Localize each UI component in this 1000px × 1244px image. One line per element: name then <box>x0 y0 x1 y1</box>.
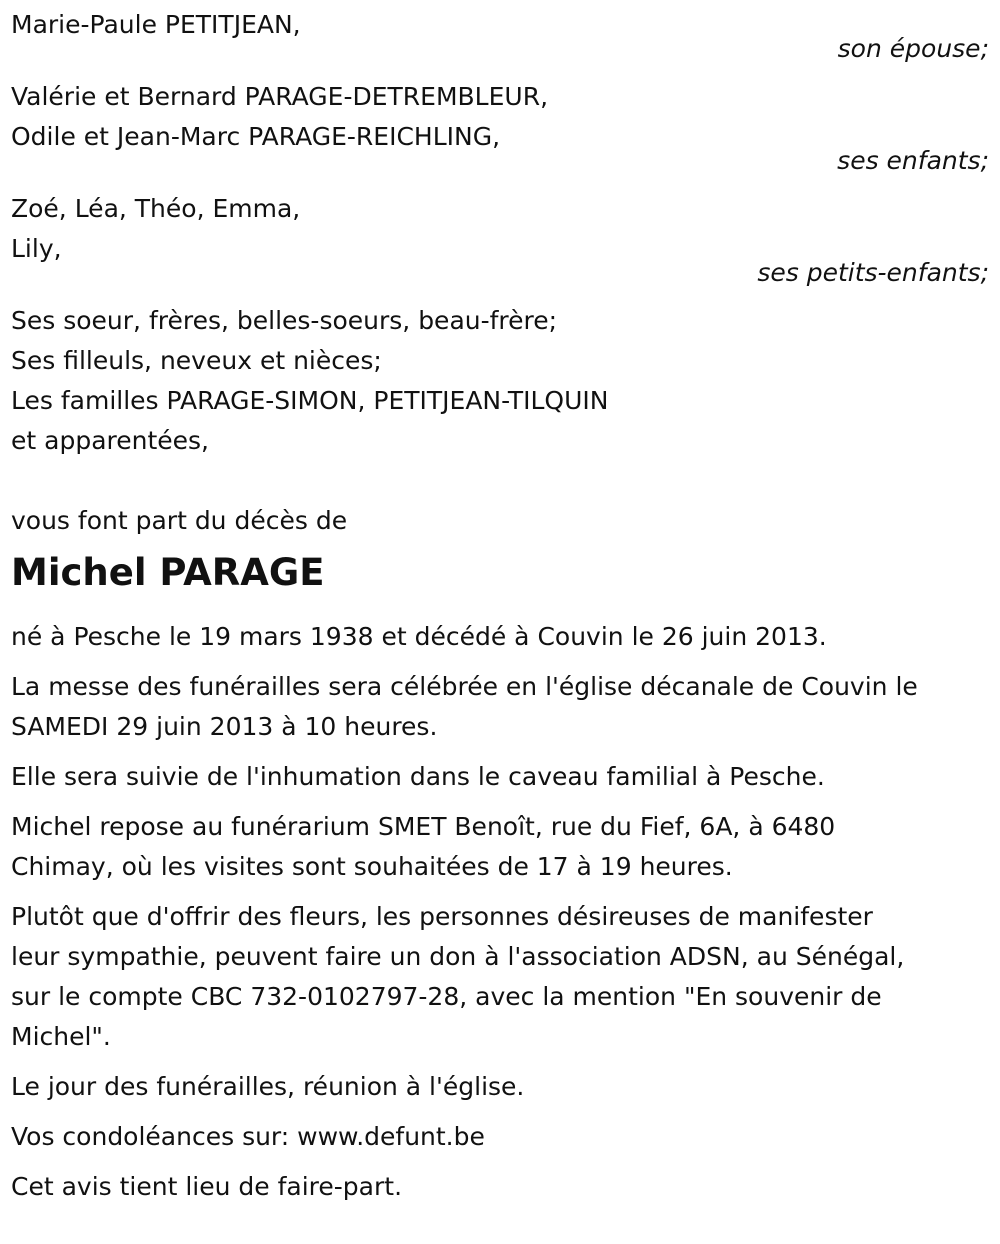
funeral-home-paragraph <box>11 807 989 887</box>
spouse-block <box>11 5 989 69</box>
grandchildren-name: Lily, <box>11 234 62 263</box>
deceased-name: Michel PARAGE <box>11 551 325 594</box>
spouse-role: son épouse; <box>837 34 989 63</box>
children-block <box>11 77 989 181</box>
relatives-line: Ses filleuls, neveux et nièces; <box>11 346 382 375</box>
obituary-notice <box>11 5 989 1217</box>
paragraph-line: La messe des funérailles sera célébrée en l'église décanale de Couvin le <box>11 672 918 701</box>
spouse-name: Marie-Paule PETITJEAN, <box>11 10 301 39</box>
paragraph-line: Le jour des funérailles, réunion à l'église. <box>11 1072 525 1101</box>
birth-death-paragraph <box>11 617 989 657</box>
paragraph-line: sur le compte CBC 732-0102797-28, avec la mention "En souvenir de <box>11 982 882 1011</box>
funeral-mass-paragraph <box>11 667 989 747</box>
paragraph-line: Plutôt que d'offrir des fleurs, les personnes désireuses de manifester <box>11 902 873 931</box>
paragraph-line: leur sympathie, peuvent faire un don à l'association ADSN, au Sénégal, <box>11 942 905 971</box>
grandchildren-role: ses petits-enfants; <box>757 258 989 287</box>
paragraph-line: SAMEDI 29 juin 2013 à 10 heures. <box>11 712 438 741</box>
gathering-paragraph <box>11 1067 989 1107</box>
relatives-line: et apparentées, <box>11 426 209 455</box>
relatives-line: Les familles PARAGE-SIMON, PETITJEAN-TILQUIN <box>11 386 609 415</box>
relatives-line: Ses soeur, frères, belles-soeurs, beau-frère; <box>11 306 558 335</box>
paragraph-line: Cet avis tient lieu de faire-part. <box>11 1172 403 1201</box>
donation-paragraph <box>11 897 989 1057</box>
paragraph-line: Michel repose au funérarium SMET Benoît, rue du Fief, 6A, à 6480 <box>11 812 836 841</box>
grandchildren-name: Zoé, Léa, Théo, Emma, <box>11 194 301 223</box>
burial-paragraph <box>11 757 989 797</box>
paragraph-line: Elle sera suivie de l'inhumation dans le caveau familial à Pesche. <box>11 762 825 791</box>
children-name: Odile et Jean-Marc PARAGE-REICHLING, <box>11 122 501 151</box>
announcement-text: vous font part du décès de <box>11 506 348 535</box>
children-role: ses enfants; <box>837 146 989 175</box>
relatives-block <box>11 301 989 461</box>
children-name: Valérie et Bernard PARAGE-DETREMBLEUR, <box>11 82 549 111</box>
grandchildren-block <box>11 189 989 293</box>
paragraph-line: Chimay, où les visites sont souhaitées de 17 à 19 heures. <box>11 852 733 881</box>
paragraph-line: né à Pesche le 19 mars 1938 et décédé à Couvin le 26 juin 2013. <box>11 622 827 651</box>
condolences-paragraph <box>11 1117 989 1157</box>
paragraph-line: Vos condoléances sur: www.defunt.be <box>11 1122 485 1151</box>
paragraph-line: Michel". <box>11 1022 111 1051</box>
notice-paragraph <box>11 1167 989 1207</box>
